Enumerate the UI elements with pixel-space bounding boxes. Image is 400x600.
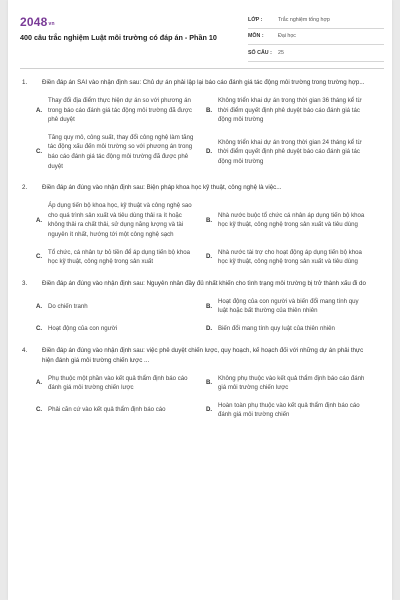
options-grid (22, 96, 382, 171)
meta-row-count (248, 45, 384, 62)
question-number: 3. (22, 279, 28, 287)
option-text: Không phụ thuộc vào kết quả thẩm định báo cáo đánh giá môi trường chiến lược (218, 374, 365, 392)
question-text: Điền đáp án SAI vào nhận định sau: Chủ dự án phải lập lại báo cáo đánh giá tác động môi trường trong trường hợp... (42, 79, 365, 86)
meta-value: Trắc nghiệm tổng hợp (278, 16, 330, 23)
option-text: Do chiến tranh (48, 302, 88, 310)
option-text: Không triển khai dự án trong thời gian 36 tháng kể từ thời điểm quyết định phê duyệt báo cáo đánh giá tác động môi trường (218, 97, 362, 124)
option-text: Không triển khai dự án trong thời gian 24 tháng kể từ thời điểm quyết định phê duyệt báo cáo đánh giá tác động môi trường (218, 138, 362, 165)
options-grid (22, 374, 382, 420)
option-a[interactable] (36, 96, 206, 125)
question-text: Điền đáp án đúng vào nhận định sau: Biện pháp khoa học kỹ thuật, công nghệ là việc... (42, 184, 282, 192)
option-letter: B. (206, 216, 213, 224)
option-text: Tổ chức, cá nhân tự bỏ tiền để áp dụng tiến bộ khoa học kỹ thuật, công nghệ trong sản xuất (48, 248, 190, 266)
option-text: Hoạt động của con người (48, 324, 118, 332)
option-d[interactable] (206, 133, 376, 171)
option-letter: C. (36, 406, 43, 414)
option-text: Biến đổi mang tính quy luật của thiên nhiên (218, 324, 335, 332)
option-text: Áp dụng tiến bộ khoa học, kỹ thuật và công nghệ sao cho quá trình sản xuất và tiêu dùng thải ra ít hoặc không thải ra chất thải, sử dụng năng lượng và tài nguyên ít nhất, hướng tới một công nghệ sạch (48, 202, 192, 238)
document-title: 400 câu trắc nghiệm Luật môi trường có đáp án - Phần 10 (20, 33, 217, 42)
option-d[interactable] (206, 401, 376, 420)
option-letter: A. (36, 216, 43, 224)
option-letter: D. (206, 324, 213, 332)
options-grid (22, 201, 382, 267)
option-b[interactable] (206, 297, 376, 316)
question-text: Điền đáp án đúng vào nhận định sau: Nguyên nhân đầy đủ nhất khiến cho tình trạng môi trường bị trở thành xấu đi do (42, 279, 366, 287)
document-header (8, 0, 392, 68)
option-text: Nhà nước tài trợ cho hoạt động áp dụng tiến bộ khoa học kỹ thuật, công nghệ trong sản xuất và tiêu dùng (218, 248, 362, 266)
question (22, 279, 382, 334)
option-letter: C. (36, 253, 43, 261)
option-b[interactable] (206, 374, 376, 393)
option-text: Phụ thuộc một phần vào kết quả thẩm định báo cáo đánh giá môi trường chiến lược (48, 374, 188, 392)
option-c[interactable] (36, 133, 206, 171)
meta-label: LỚP : (248, 16, 263, 23)
option-b[interactable] (206, 96, 376, 125)
option-c[interactable] (36, 248, 206, 267)
option-letter: D. (206, 253, 213, 261)
question-number: 1. (22, 79, 28, 86)
logo-text: 2048 (20, 15, 48, 29)
option-a[interactable] (36, 201, 206, 239)
document-page (8, 0, 392, 600)
meta-box (248, 12, 384, 62)
option-c[interactable] (36, 324, 206, 334)
option-letter: D. (206, 406, 213, 414)
option-letter: C. (36, 148, 43, 156)
option-letter: C. (36, 324, 43, 332)
option-c[interactable] (36, 401, 206, 420)
question-number: 4. (22, 346, 28, 354)
site-logo[interactable] (20, 15, 55, 29)
question (22, 78, 382, 171)
option-letter: B. (206, 106, 213, 114)
option-letter: A. (36, 379, 43, 387)
option-letter: B. (206, 379, 213, 387)
option-text: Hoạt động của con người và biến đổi mang tính quy luật hoặc bất thường của thiên nhiên (218, 297, 359, 315)
meta-value: Đại học (278, 33, 296, 40)
option-letter: B. (206, 302, 213, 310)
meta-label: SỐ CÂU : (248, 49, 272, 56)
meta-row-subject (248, 29, 384, 46)
question-number: 2. (22, 184, 28, 192)
logo-suffix: vn (48, 21, 55, 27)
question-text: Điền đáp án đúng vào nhận định sau: việc phê duyệt chiến lược, quy hoạch, kế hoạch đối với những dự án phải thực hiện đánh giá môi trường chiến lược ... (42, 346, 364, 364)
option-text: Hoàn toàn phụ thuộc vào kết quả thẩm định báo cáo đánh giá môi trường chiến (218, 401, 360, 419)
meta-label: MÔN : (248, 33, 264, 40)
option-d[interactable] (206, 248, 376, 267)
meta-value: 25 (278, 49, 284, 56)
option-d[interactable] (206, 324, 376, 334)
options-grid (22, 297, 382, 334)
option-text: Nhà nước buộc tổ chức cá nhân áp dụng tiến bộ khoa học kỹ thuật, công nghệ trong sản xuất và tiêu dùng (218, 211, 365, 229)
option-letter: A. (36, 106, 43, 114)
meta-row-class (248, 12, 384, 29)
question (22, 346, 382, 420)
option-text: Thay đổi địa điểm thực hiện dự án so với phương án trong báo cáo đánh giá tác động môi trường đã được phê duyệt (48, 97, 192, 124)
option-letter: A. (36, 302, 43, 310)
option-b[interactable] (206, 201, 376, 239)
option-text: Phải căn cứ vào kết quả thẩm định báo cáo (48, 406, 166, 414)
header-divider (20, 68, 384, 69)
option-a[interactable] (36, 297, 206, 316)
option-letter: D. (206, 148, 213, 156)
option-text: Tăng quy mô, công suất, thay đổi công nghệ làm tăng tác động xấu đến môi trường so với phương án trong báo cáo đánh giá tác động môi trường đã được phê duyệt (48, 133, 194, 170)
question (22, 183, 382, 267)
question-list (22, 78, 382, 432)
option-a[interactable] (36, 374, 206, 393)
